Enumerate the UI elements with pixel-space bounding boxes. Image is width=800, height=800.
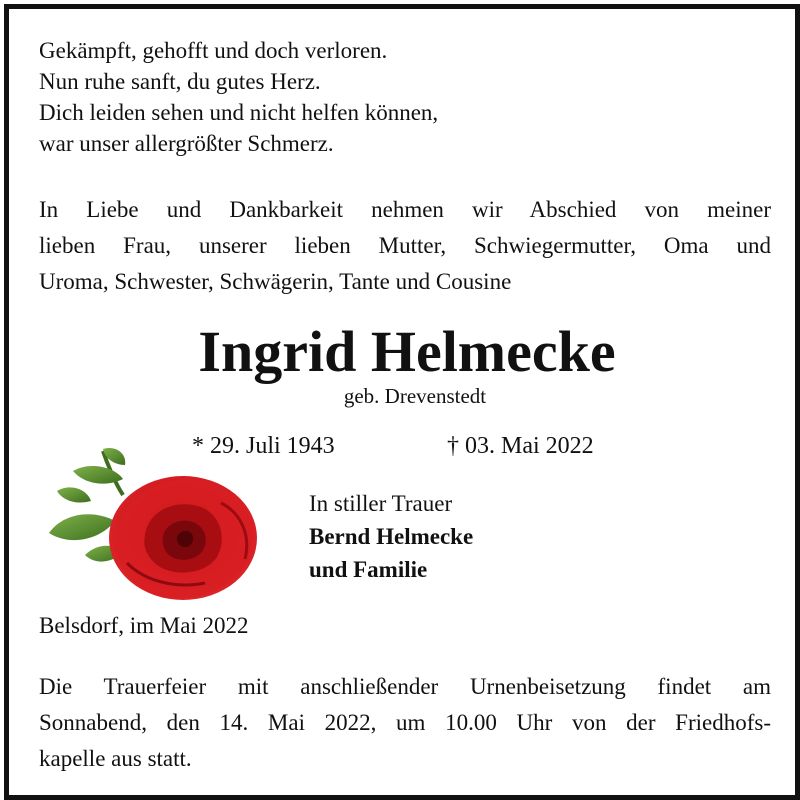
mourning-lead: In stiller Trauer (309, 491, 453, 516)
maiden-name: geb. Drevenstedt (343, 384, 487, 408)
poem-line: Nun ruhe sanft, du gutes Herz. (39, 69, 321, 94)
funeral-notice (39, 669, 771, 777)
intro-line: Uroma, Schwester, Schwägerin, Tante und Cousine (39, 269, 512, 294)
funeral-line: Die Trauerfeier mit anschließender Urnenbeisetzung findet am (39, 674, 771, 699)
poem (39, 35, 438, 159)
obituary-frame (4, 4, 800, 800)
mourner-name: Bernd Helmecke (309, 524, 474, 549)
death-date: † 03. Mai 2022 (447, 433, 594, 459)
red-rose-illustration (45, 443, 260, 603)
birth-date: * 29. Juli 1943 (192, 433, 335, 459)
funeral-line: Sonnabend, den 14. Mai 2022, um 10.00 Uhr von der Friedhofs- (39, 710, 771, 735)
poem-line: Dich leiden sehen und nicht helfen können, (39, 100, 439, 125)
funeral-line: kapelle aus statt. (39, 746, 192, 771)
deceased-name: Ingrid Helmecke (198, 319, 616, 384)
intro-line: In Liebe und Dankbarkeit nehmen wir Abschied von meiner (39, 197, 771, 222)
intro-line: lieben Frau, unserer lieben Mutter, Schwiegermutter, Oma und (39, 233, 771, 258)
mourners-block (309, 487, 473, 586)
place-date: Belsdorf, im Mai 2022 (39, 613, 249, 638)
intro-text (39, 192, 771, 300)
poem-line: Gekämpft, gehofft und doch verloren. (39, 38, 388, 63)
mourner-family: und Familie (309, 557, 428, 582)
poem-line: war unser allergrößter Schmerz. (39, 131, 334, 156)
